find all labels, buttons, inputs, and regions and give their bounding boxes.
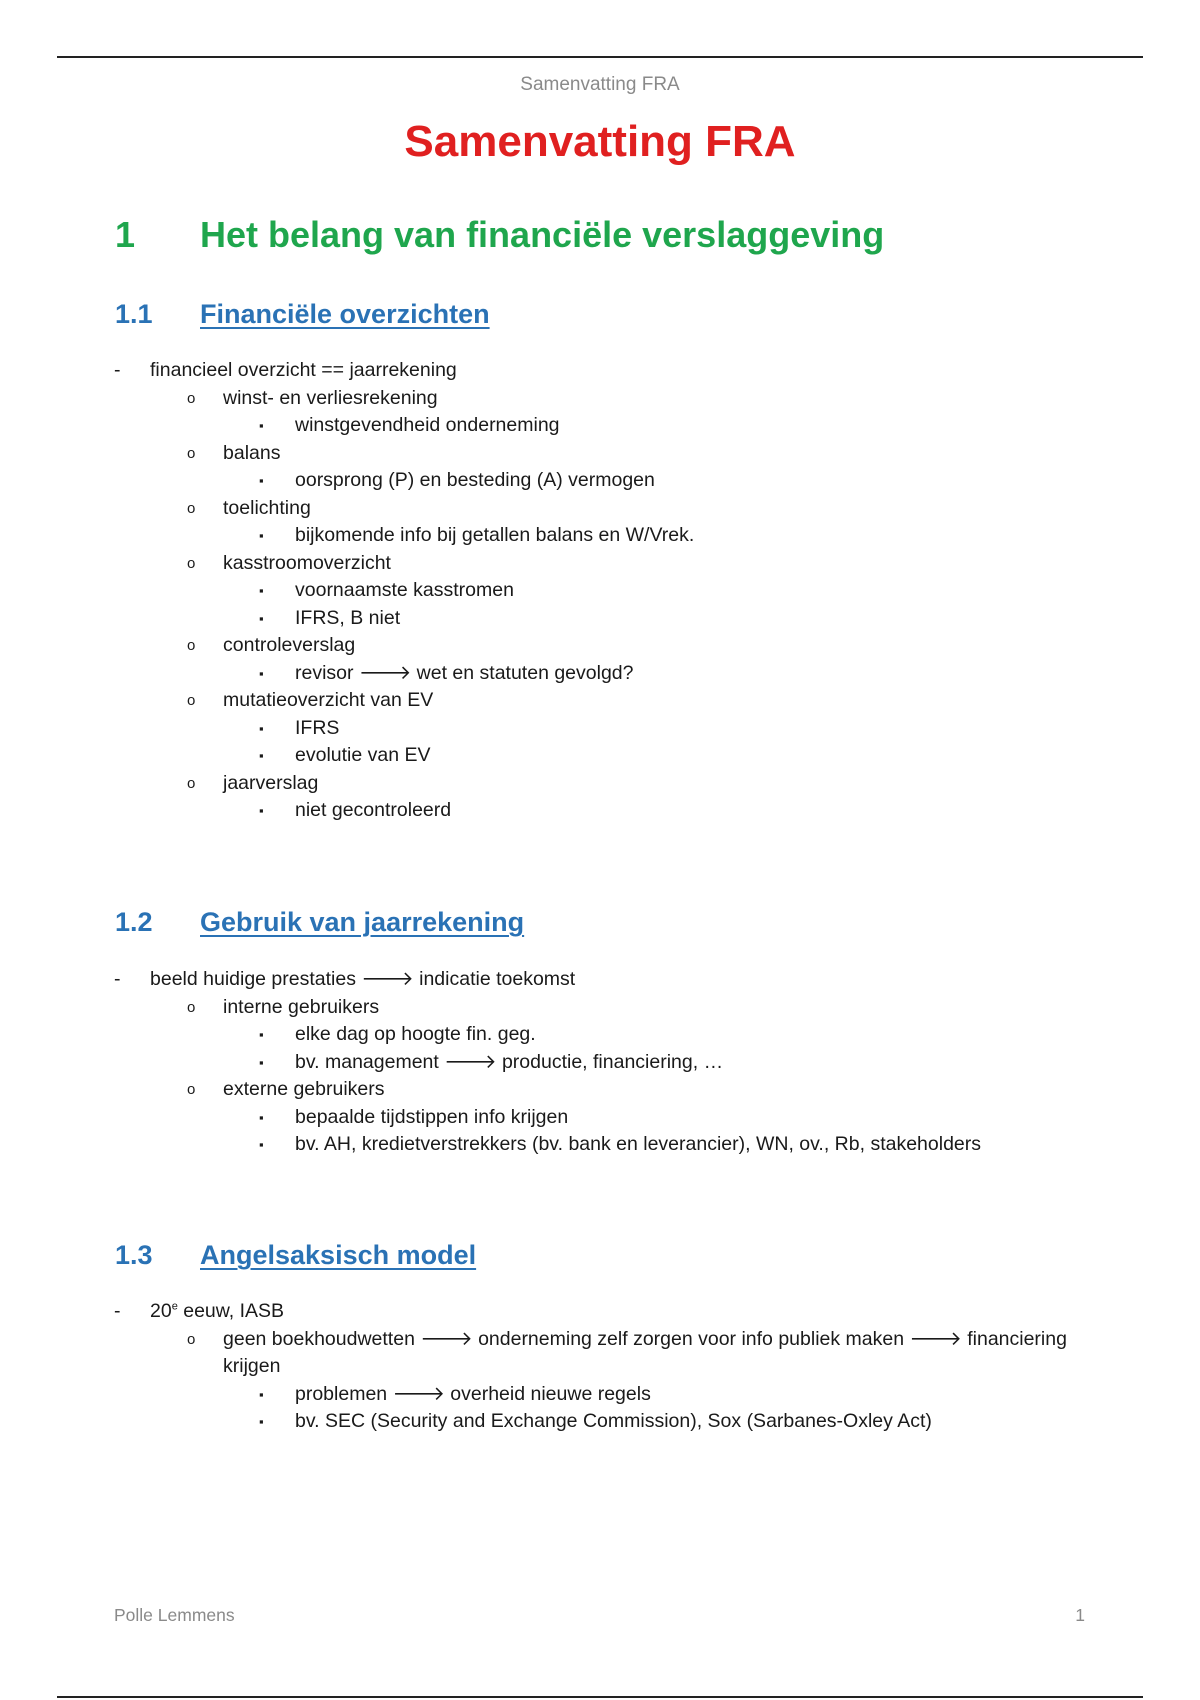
arrow-icon: 🡒 (361, 968, 414, 990)
circle-bullet: o (187, 444, 196, 462)
square-bullet: ▪ (259, 748, 264, 763)
list-item: ▪ bepaalde tijdstippen info krijgen (0, 1104, 1200, 1132)
square-bullet: ▪ (259, 720, 264, 736)
section-1-2-list (0, 966, 1200, 1159)
arrow-icon: 🡒 (392, 1382, 445, 1405)
running-header: Samenvatting FRA (520, 74, 680, 95)
section-number: 1.1 (115, 299, 153, 329)
list-item: ▪ oorsprong (P) en besteding (A) vermogen (0, 467, 1200, 495)
square-bullet: ▪ (259, 1386, 264, 1402)
list-item: - 20e eeuw, IASB (0, 1298, 1200, 1326)
list-item: o jaarverslag (0, 770, 1200, 798)
section-number: 1.3 (115, 1240, 153, 1270)
list-item: o balans (0, 440, 1200, 468)
list-item: ▪ voornaamste kasstromen (0, 577, 1200, 605)
arrow-icon: 🡒 (358, 661, 412, 684)
list-item: - beeld huidige prestaties 🡒 indicatie toekomst (0, 966, 1200, 994)
list-item: ▪ winstgevendheid onderneming (0, 412, 1200, 440)
list-item: o kasstroomoverzicht (0, 550, 1200, 578)
list-item: o mutatieoverzicht van EV (0, 687, 1200, 715)
document-title: Samenvatting FRA (404, 117, 796, 166)
section-heading-1-1 (115, 299, 490, 330)
circle-bullet: o (187, 1330, 196, 1348)
list-item: ▪ bv. management 🡒 productie, financiering, … (0, 1049, 1200, 1077)
list-item: o interne gebruikers (0, 994, 1200, 1022)
list-item: ▪ revisor 🡒 wet en statuten gevolgd? (0, 660, 1200, 688)
list-item: ▪ problemen 🡒 overheid nieuwe regels (0, 1381, 1200, 1409)
square-bullet: ▪ (259, 473, 264, 488)
square-bullet: ▪ (259, 1027, 264, 1042)
square-bullet: ▪ (259, 610, 264, 626)
square-bullet: ▪ (259, 418, 264, 433)
list-item: - financieel overzicht == jaarrekening (0, 357, 1200, 385)
square-bullet: ▪ (259, 803, 264, 818)
circle-bullet: o (187, 692, 196, 709)
square-bullet: ▪ (259, 528, 264, 543)
arrow-icon: 🡒 (444, 1050, 497, 1073)
list-item: ▪ bv. AH, kredietverstrekkers (bv. bank en leverancier), WN, ov., Rb, stakeholders (0, 1131, 1200, 1159)
circle-bullet: o (187, 554, 196, 572)
footer-page-number: 1 (1075, 1605, 1085, 1625)
square-bullet: ▪ (259, 1109, 264, 1125)
circle-bullet: o (187, 389, 196, 407)
footer-author: Polle Lemmens (114, 1605, 235, 1625)
list-item: ▪ bv. SEC (Security and Exchange Commission), Sox (Sarbanes-Oxley Act) (0, 1408, 1200, 1436)
list-item: ▪ IFRS, B niet (0, 605, 1200, 633)
circle-bullet: o (187, 637, 196, 654)
dash-bullet: - (114, 359, 121, 381)
section-heading-1-3 (115, 1240, 476, 1271)
circle-bullet: o (187, 998, 196, 1016)
list-item: o toelichting (0, 495, 1200, 523)
list-item: ▪ elke dag op hoogte fin. geg. (0, 1021, 1200, 1049)
list-item: o controleverslag (0, 632, 1200, 660)
arrow-icon: 🡒 (420, 1327, 473, 1350)
list-item: o geen boekhoudwetten 🡒 onderneming zelf zorgen voor info publiek maken 🡒 financiering krijgen (187, 1327, 1067, 1377)
header-rule (57, 56, 1143, 58)
section-title: Angelsaksisch model (200, 1240, 477, 1270)
circle-bullet: o (187, 774, 196, 792)
square-bullet: ▪ (259, 1137, 264, 1152)
chapter-title: Het belang van financiële verslaggeving (200, 214, 885, 255)
chapter-heading (115, 214, 884, 256)
arrow-icon: 🡒 (909, 1327, 962, 1350)
list-item: ▪ IFRS (0, 715, 1200, 743)
section-title: Gebruik van jaarrekening (200, 907, 525, 937)
chapter-number: 1 (115, 214, 136, 255)
list-item: ▪ bijkomende info bij getallen balans en W/Vrek. (0, 522, 1200, 550)
dash-bullet: - (114, 1300, 121, 1322)
list-item: ▪ niet gecontroleerd (0, 797, 1200, 825)
list-item: o externe gebruikers (0, 1076, 1200, 1104)
section-1-3-list (0, 1298, 1200, 1436)
square-bullet: ▪ (259, 1054, 264, 1070)
section-number: 1.2 (115, 907, 153, 937)
section-1-1-list (0, 357, 1200, 825)
list-item: o winst- en verliesrekening (0, 385, 1200, 413)
dash-bullet: - (114, 968, 121, 990)
square-bullet: ▪ (259, 583, 264, 598)
section-title: Financiële overzichten (200, 299, 490, 329)
list-item: ▪ evolutie van EV (0, 742, 1200, 770)
section-heading-1-2 (115, 907, 524, 938)
circle-bullet: o (187, 1081, 196, 1098)
circle-bullet: o (187, 499, 196, 517)
square-bullet: ▪ (259, 665, 264, 681)
square-bullet: ▪ (259, 1414, 264, 1429)
footer-rule (57, 1696, 1143, 1698)
